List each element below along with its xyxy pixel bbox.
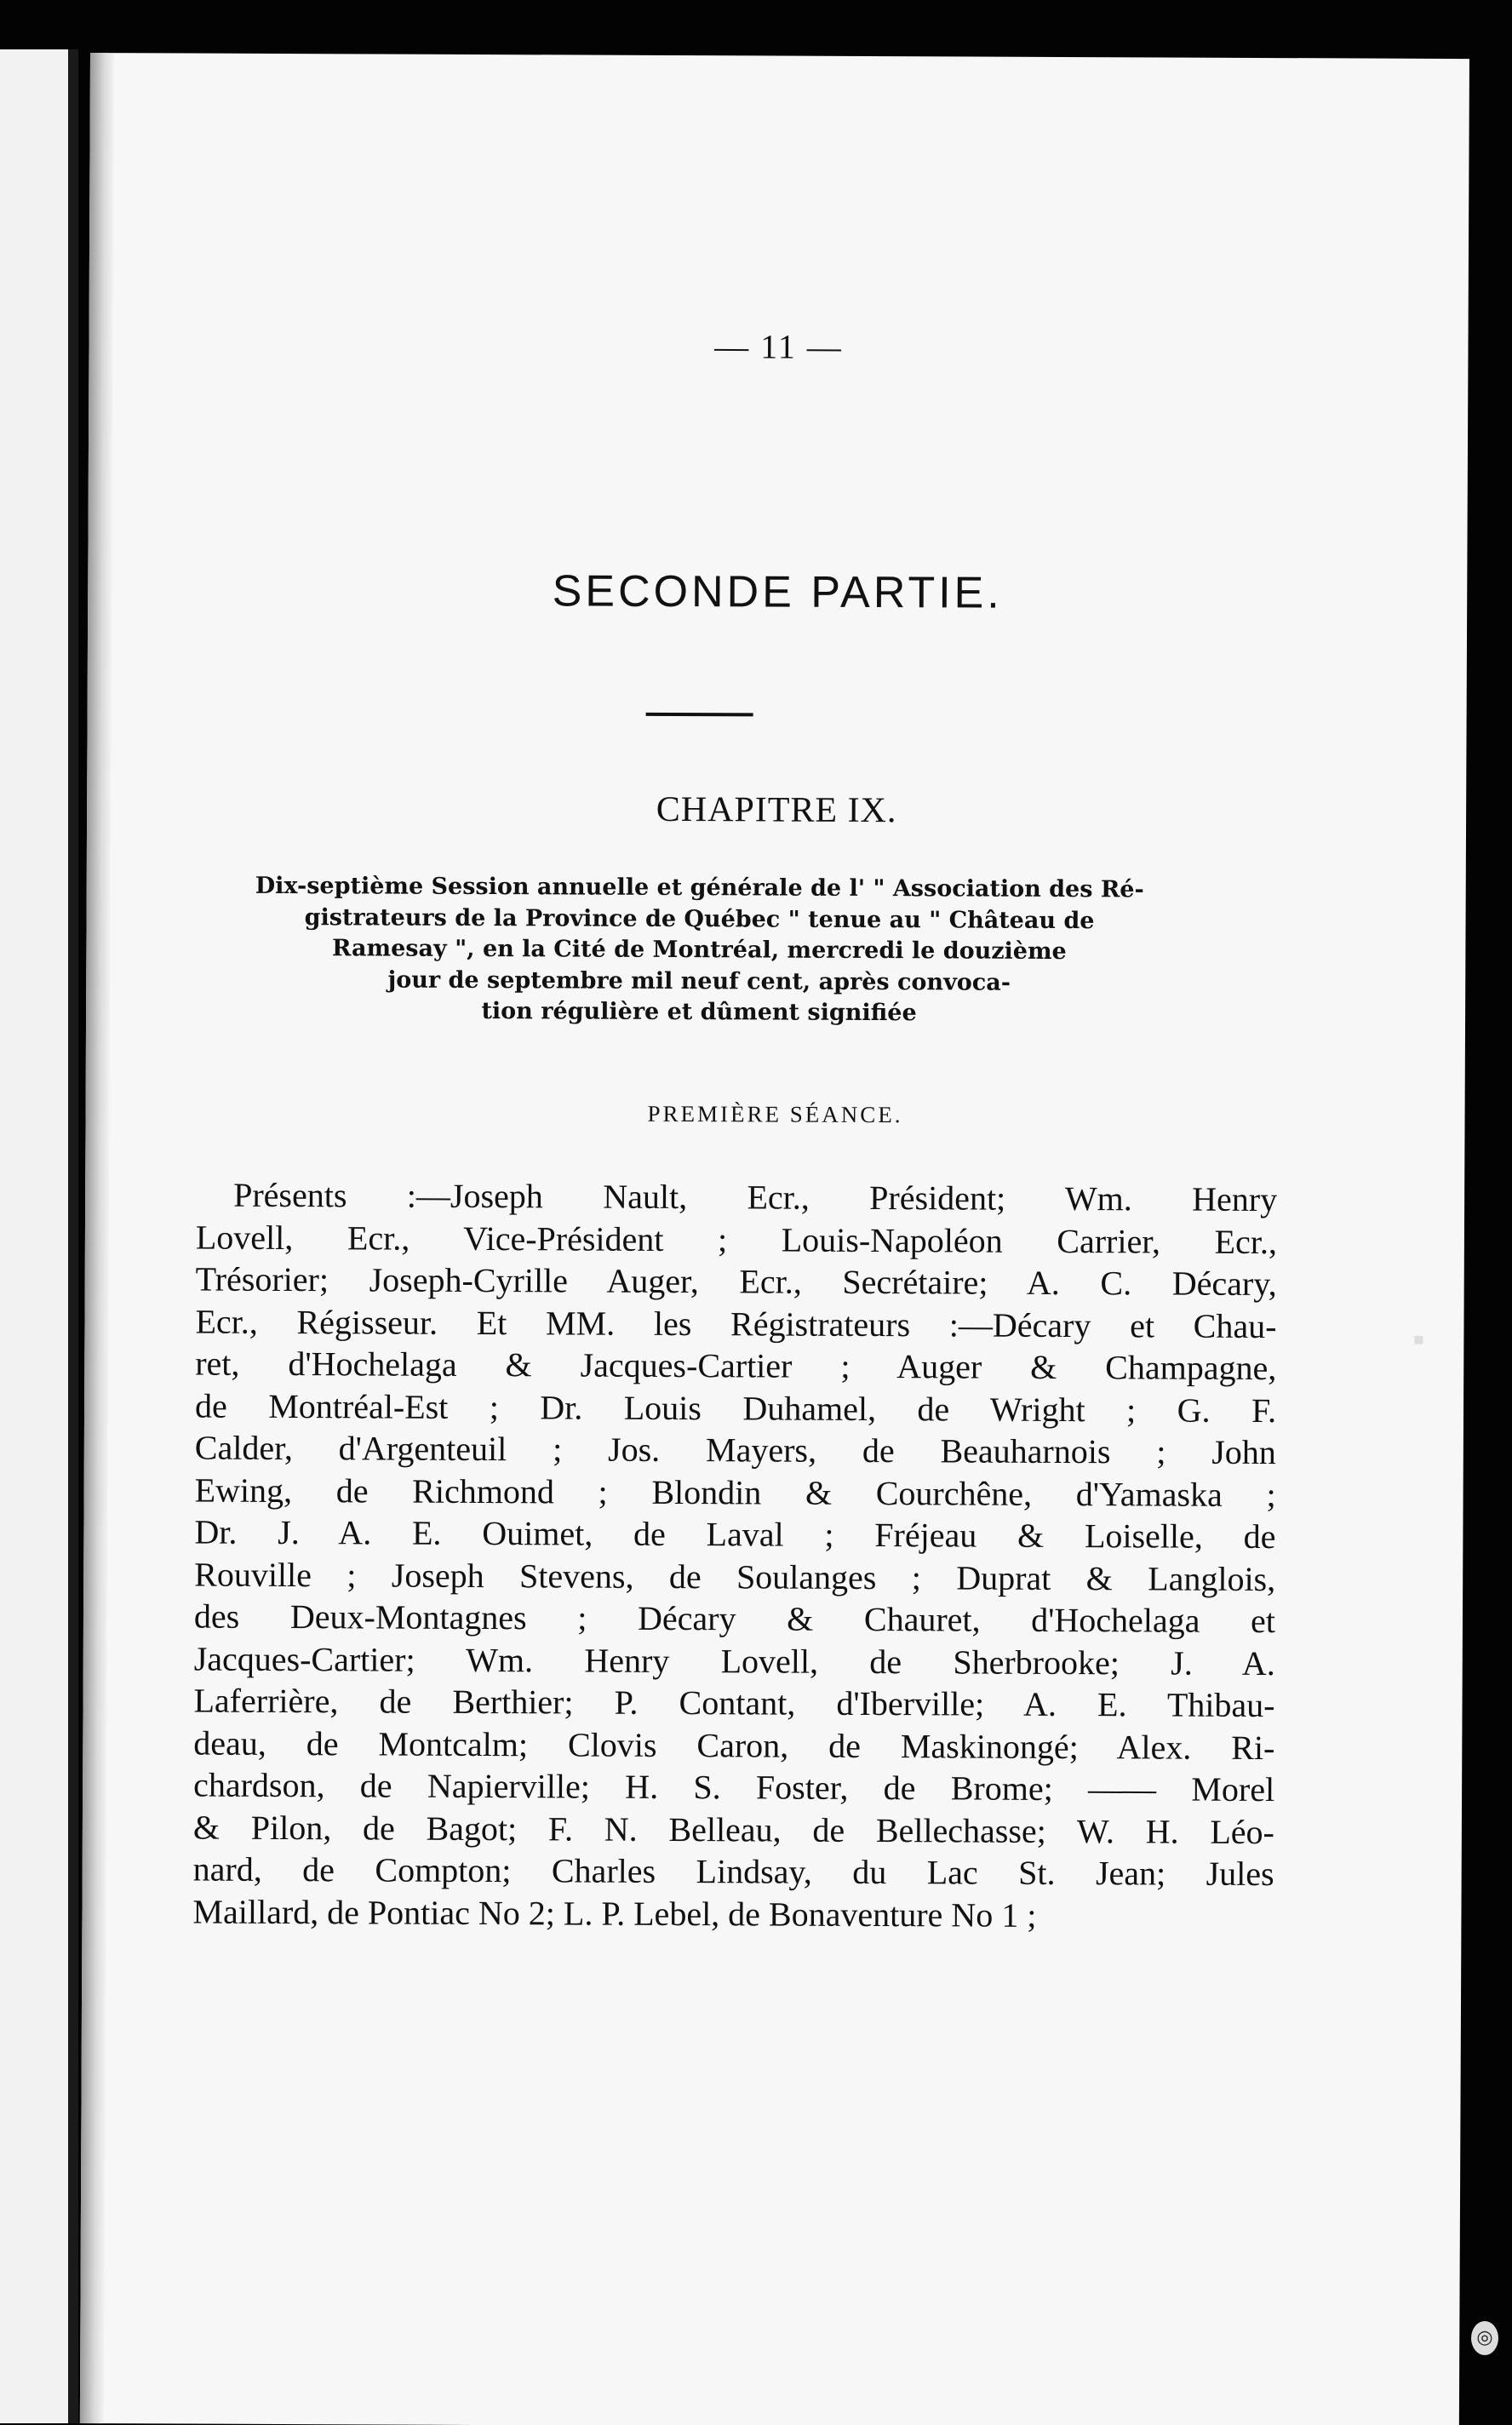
previous-page-edge (0, 49, 78, 2423)
session-heading-line: Ramesay ", en la Cité de Montréal, mercredi le douzième (331, 935, 1067, 966)
attendance-paragraph (192, 1174, 1277, 1938)
margin-speck (1414, 1336, 1423, 1344)
paragraph-line: ret, d'Hochelaga & Jacques-Cartier ; Auger & Champagne, (195, 1344, 1277, 1388)
paragraph-line: Lovell, Ecr., Vice-Président ; Louis-Napoléon Carrier, Ecr., (195, 1218, 1278, 1261)
page-number: — 11 — (714, 327, 843, 366)
paragraph-line: Présents :—Joseph Nault, Ecr., Président; Wm. Henry (233, 1175, 1278, 1219)
paragraph-line: Ewing, de Richmond ; Blondin & Courchêne, d'Yamaska ; (194, 1470, 1276, 1514)
paragraph-line: Rouville ; Joseph Stevens, de Soulanges ; Duprat & Langlois, (194, 1555, 1276, 1598)
paragraph-line: Jacques-Cartier; Wm. Henry Lovell, de Sherbrooke; J. A. (193, 1639, 1275, 1683)
chapter-title: CHAPITRE IX. (656, 789, 897, 831)
paragraph-line: Maillard, de Pontiac No 2; L. P. Lebel, de Bonaventure No 1 ; (192, 1892, 1037, 1935)
session-heading-line: gistrateurs de la Province de Québec " tenue au " Château de (304, 903, 1095, 934)
session-heading-line: Dix-septième Session annuelle et générale de l' " Association des Ré- (255, 872, 1144, 903)
session-heading (197, 871, 1202, 1031)
section-divider (646, 713, 753, 717)
paragraph-line: Calder, d'Argenteuil ; Jos. Mayers, de Beauharnois ; John (194, 1428, 1276, 1472)
paragraph-line: Ecr., Régisseur. Et MM. les Régistrateurs :—Décary et Chau- (195, 1302, 1277, 1345)
paragraph-line: & Pilon, de Bagot; F. N. Belleau, de Bellechasse; W. H. Léo- (192, 1808, 1274, 1851)
scan-edge-glyph-icon: ◎ (1471, 2321, 1498, 2355)
paragraph-line: nard, de Compton; Charles Lindsay, du Lac St. Jean; Jules (192, 1849, 1274, 1894)
session-heading-line: jour de septembre mil neuf cent, après convoca- (387, 966, 1011, 996)
paragraph-line: Dr. J. A. E. Ouimet, de Laval ; Fréjeau & Loiselle, de (194, 1512, 1276, 1556)
paragraph-line: Laferrière, de Berthier; P. Contant, d'Iberville; A. E. Thibau- (193, 1681, 1275, 1725)
book-page (80, 53, 1469, 2425)
paragraph-line: de Montréal-Est ; Dr. Louis Duhamel, de Wright ; G. F. (194, 1386, 1277, 1430)
paragraph-line: deau, de Montcalm; Clovis Caron, de Maskinongé; Alex. Ri- (193, 1723, 1275, 1767)
seance-title: PREMIÈRE SÉANCE. (647, 1100, 903, 1128)
paragraph-line: Trésorier; Joseph-Cyrille Auger, Ecr., Secrétaire; A. C. Décary, (195, 1259, 1277, 1304)
session-heading-line: tion régulière et dûment signifiée (481, 998, 917, 1027)
paragraph-line: des Deux-Montagnes ; Décary & Chauret, d'Hochelaga et (193, 1597, 1276, 1641)
paragraph-line: chardson, de Napierville; H. S. Foster, de Brome; —— Morel (193, 1765, 1275, 1809)
part-title: SECONDE PARTIE. (552, 566, 1003, 618)
